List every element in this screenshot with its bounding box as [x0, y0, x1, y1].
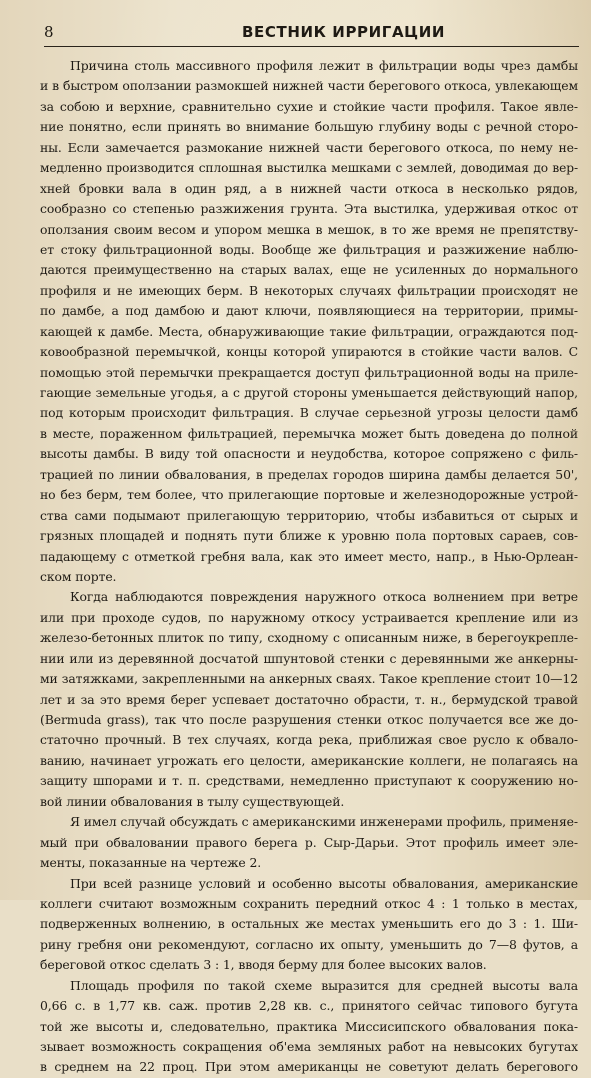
text-line: падающему с отметкой гребня вала, как это имеет место, напр., в Нью-Орлеан- [40, 548, 578, 564]
text-line: медленно производится сплошная выстилка мешками с землей, доводимая до вер- [40, 161, 578, 176]
text-line: При всей разнице условий и особенно высоты обвалования, американские [70, 875, 578, 891]
text-line: по дамбе, а под дамбою и дают ключи, появляющиеся на территории, примы- [40, 303, 578, 319]
text-line: в среднем на 22 проц. При этом американцы не советуют делать берегового [40, 1059, 578, 1075]
page-header [44, 20, 579, 47]
text-line: трацией по линии обвалования, в пределах городов ширина дамбы делается 50', [40, 466, 578, 482]
text-line: железо-бетонных плиток по типу, сходному с описанным ниже, в берегоукрепле- [40, 630, 578, 646]
text-line: в месте, пораженном фильтрацией, перемычка может быть доведена до полной [40, 425, 578, 441]
text-line: высоты дамбы. В виду той опасности и неудобства, которое сопряжено с филь- [40, 446, 578, 462]
text-line: ние понятно, если принять во внимание большую глубину воды с речной сторо- [40, 119, 578, 135]
text-line: помощью этой перемычки прекращается доступ фильтрационной воды на приле- [40, 364, 578, 380]
text-line: нии или из деревянной досчатой шпунтовой стенки с деревянными же анкерны- [40, 650, 578, 666]
text-line: вой линии обвалования в тылу существующей. [40, 793, 345, 809]
text-line: грязных площадей и поднять пути ближе к уровню пола портовых сараев, сов- [40, 528, 578, 544]
text-line: защиту шпорами и т. п. средствами, немедленно приступают к сооружению но- [40, 773, 578, 789]
text-line: даются преимущественно на старых валах, еще не усиленных до нормального [40, 262, 578, 278]
text-line: гающие земельные угодья, а с другой стороны уменьшается действующий напор, [40, 385, 578, 400]
text-line: менты, показанные на чертеже 2. [40, 855, 262, 871]
text-line: под которым происходит фильтрация. В случае серьезной угрозы целости дамб [40, 405, 578, 421]
article-body [40, 56, 578, 1078]
text-line: ны. Если замечается размокание нижней части берегового откоса, по нему не- [40, 139, 578, 155]
text-line: коллеги считают возможным сохранить передний откос 4 : 1 только в местах, [40, 895, 578, 911]
text-line: хней бровки вала в один ряд, а в нижней части откоса в несколько рядов, [40, 180, 578, 196]
text-line: сообразно со степенью разжижения грунта. Эта выстилка, удерживая откос от [40, 201, 578, 217]
text-line: Причина столь массивного профиля лежит в фильтрации воды чрез дамбы [70, 58, 578, 73]
text-line: лет и за это время берег успевает достаточно обрасти, т. н., бермудской травой [40, 691, 578, 707]
text-line: зывает возможность сокращения об'ема земляных работ на невысоких бугутах [40, 1039, 578, 1054]
journal-title: ВЕСТНИК ИРРИГАЦИИ [242, 23, 445, 41]
text-line: 0,66 с. в 1,77 кв. саж. против 2,28 кв. с., принятого сейчас типового бугута [40, 998, 578, 1014]
text-line: Я имел случай обсуждать с американскими инженерами профиль, применяе- [70, 814, 578, 830]
text-line: ет стоку фильтрационной воды. Вообще же фильтрация и разжижение наблю- [40, 241, 578, 257]
text-line: мый при обваловании правого берега р. Сыр-Дарьи. Этот профиль имеет эле- [40, 834, 578, 850]
text-line: кающей к дамбе. Места, обнаруживающие такие фильтрации, ограждаются под- [40, 323, 578, 339]
text-line: профиля и не имеющих берм. В некоторых случаях фильтрации происходят не [40, 282, 578, 298]
text-line: (Bermuda grass), так что после разрушения стенки откос получается все же до- [40, 712, 578, 727]
text-line: Площадь профиля по такой схеме выразится для средней высоты вала [70, 977, 578, 993]
text-line: ванию, начинает угрожать его целости, американские коллеги, не полагаясь на [40, 752, 578, 768]
text-line: или при проходе судов, по наружному откосу устраивается крепление или из [40, 609, 578, 625]
text-line: оползания своим весом и упором мешка в мешок, в то же время не препятству- [40, 221, 578, 237]
text-line: рину гребня они рекомендуют, согласно их опыту, уменьшить до 7—8 футов, а [40, 936, 578, 952]
text-line: за собою и верхние, сравнительно сухие и стойкие части профиля. Такое явле- [40, 98, 578, 114]
text-line: ми затяжками, закрепленными на анкерных сваях. Такое крепление стоит 10—12 [40, 671, 578, 687]
text-line: ства сами подымают прилегающую территорию, чтобы избавиться от сырых и [40, 507, 578, 523]
text-line: подверженных волнению, в остальных же местах уменьшить его до 3 : 1. Ши- [40, 916, 578, 932]
page-number: 8 [44, 23, 54, 41]
text-line: но без берм, тем более, что прилегающие портовые и железнодорожные устрой- [40, 487, 578, 503]
text-line: статочно прочный. В тех случаях, когда река, приближая свое русло к обвало- [40, 732, 578, 748]
text-line: береговой откос сделать 3 : 1, вводя берму для более высоких валов. [40, 957, 487, 973]
text-line: ковообразной перемычкой, концы которой упираются в стойкие части валов. С [40, 344, 578, 360]
text-line: ском порте. [40, 568, 117, 584]
text-line: Когда наблюдаются повреждения наружного откоса волнением при ветре [70, 589, 578, 605]
text-line: той же высоты и, следовательно, практика Миссисипского обвалования пока- [40, 1018, 578, 1034]
text-line: и в быстром оползании размокшей нижней части берегового откоса, увлекающем [40, 78, 578, 94]
